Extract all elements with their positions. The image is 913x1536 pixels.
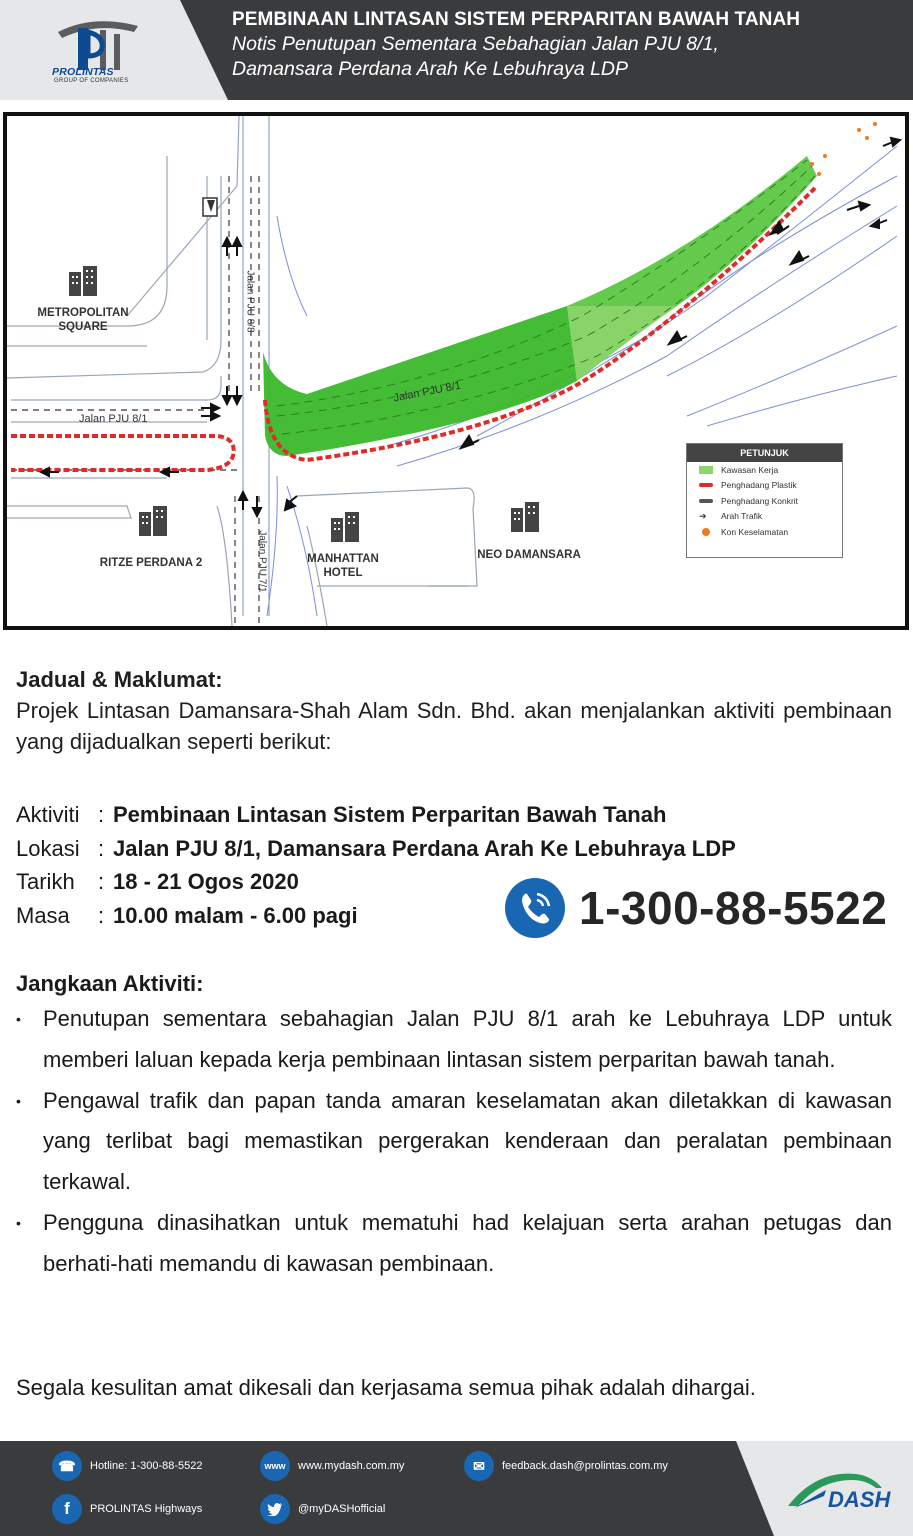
footer-email-link[interactable]: ✉ feedback.dash@prolintas.com.my <box>464 1451 668 1481</box>
legend-swatch-work-area <box>699 466 713 474</box>
footer <box>0 1441 913 1536</box>
page-subtitle-line1: Notis Penutupan Sementara Sebahagian Jalan PJU 8/1, <box>232 33 719 55</box>
bullet-icon: • <box>16 1092 21 1109</box>
building-icon <box>509 502 541 532</box>
list-item: • Pengawal trafik dan papan tanda amaran keselamatan akan diletakkan di kawasan yang terlibat bagi memastikan pergerakan kenderaan dan peralatan pembinaan terkawal. <box>16 1081 892 1203</box>
building-icon <box>137 506 169 536</box>
detail-row-date: Tarikh : 18 - 21 Ogos 2020 <box>16 869 299 894</box>
list-item: • Penutupan sementara sebahagian Jalan PJU 8/1 arah ke Lebuhraya LDP untuk memberi laluan kepada kerja pembinaan lintasan sistem perparitan bawah tanah. <box>16 999 892 1081</box>
road-label-pju71: Jalan PJU 7/1 <box>256 530 268 593</box>
legend-item: Penghadang Plastik <box>687 478 842 494</box>
twitter-icon <box>260 1494 290 1524</box>
scope-title: Jangkaan Aktiviti: <box>16 971 204 996</box>
legend-item: ➔ Arah Trafik <box>699 511 763 522</box>
schedule-intro: Projek Lintasan Damansara-Shah Alam Sdn. Bhd. akan menjalankan aktiviti pembinaan yang dijadualkan seperti berikut: <box>16 698 892 754</box>
road-label-pju81-left: Jalan PJU 8/1 <box>79 413 148 425</box>
legend-title: PETUNJUK <box>687 444 842 462</box>
scope-section <box>16 968 892 1285</box>
closing-statement: Segala kesulitan amat dikesali dan kerjasama semua pihak adalah dihargai. <box>16 1375 756 1400</box>
legend-item: Kon Keselamatan <box>687 524 842 540</box>
map-legend <box>686 443 843 558</box>
road-label-pju88: Jalan PJU 8/8 <box>244 270 256 333</box>
dash-brand: DASH <box>828 1487 891 1512</box>
page-title: PEMBINAAN LINTASAN SISTEM PERPARITAN BAWAH TANAH <box>232 9 801 30</box>
header <box>0 0 913 100</box>
detail-row-activity: Aktiviti : Pembinaan Lintasan Sistem Perparitan Bawah Tanah <box>16 802 667 827</box>
legend-swatch-cone <box>702 528 710 536</box>
building-icon <box>329 512 361 542</box>
building-label-neo: NEO DAMANSARA <box>477 549 581 561</box>
globe-icon: www <box>260 1451 290 1481</box>
legend-item: Kawasan Kerja <box>687 462 842 478</box>
building-icon <box>67 266 99 296</box>
schedule-title: Jadual & Maklumat: <box>16 667 223 692</box>
header-text <box>232 8 902 82</box>
legend-swatch-concrete-barrier <box>699 499 713 503</box>
phone-icon <box>505 878 565 938</box>
logo-name: PROLINTAS <box>52 66 114 78</box>
site-map <box>3 112 909 630</box>
logo-subtitle: GROUP OF COMPANIES <box>54 78 129 84</box>
schedule-section <box>16 664 892 757</box>
phone-icon: ☎ <box>52 1451 82 1481</box>
road-label-pju81-main: Jalan PJU 8/1 <box>392 379 463 405</box>
arrow-right-icon: ➔ <box>699 511 707 522</box>
footer-hotline[interactable]: ☎ Hotline: 1-300-88-5522 <box>52 1451 203 1481</box>
legend-item: Penghadang Konkrit <box>687 493 842 509</box>
bullet-icon: • <box>16 1214 21 1231</box>
footer-website-link[interactable]: www www.mydash.com.my <box>260 1451 404 1481</box>
hotline-banner[interactable] <box>505 877 895 939</box>
building-label-metropolitan: METROPOLITAN SQUARE <box>37 307 129 333</box>
bullet-icon: • <box>16 1011 21 1027</box>
footer-twitter-link[interactable]: @myDASHofficial <box>260 1494 385 1524</box>
list-item: • Pengguna dinasihatkan untuk mematuhi had kelajuan serta arahan petugas dan berhati-hati memandu di kawasan pembinaan. <box>16 1203 892 1285</box>
building-label-ritze: RITZE PERDANA 2 <box>99 557 203 569</box>
mail-icon: ✉ <box>464 1451 494 1481</box>
facebook-icon: f <box>52 1494 82 1524</box>
page-subtitle-line2: Damansara Perdana Arah Ke Lebuhraya LDP <box>232 58 629 80</box>
building-label-manhattan: MANHATTAN HOTEL <box>307 553 379 579</box>
detail-row-location: Lokasi : Jalan PJU 8/1, Damansara Perdana Arah Ke Lebuhraya LDP <box>16 835 736 861</box>
footer-facebook-link[interactable]: f PROLINTAS Highways <box>52 1494 202 1524</box>
detail-row-time: Masa : 10.00 malam - 6.00 pagi <box>16 902 358 928</box>
hotline-number: 1-300-88-5522 <box>579 882 888 934</box>
legend-swatch-plastic-barrier <box>699 483 713 487</box>
